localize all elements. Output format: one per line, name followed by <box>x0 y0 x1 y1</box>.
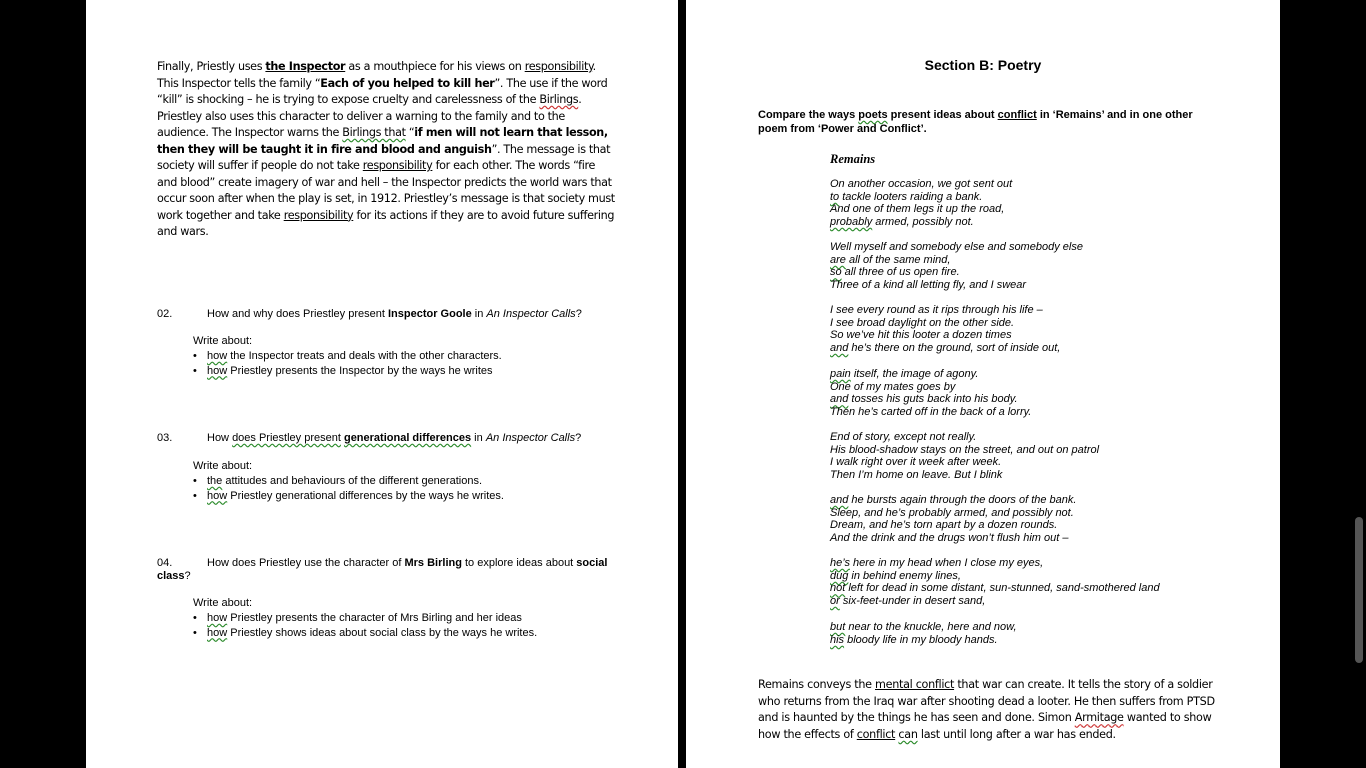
question-number: 03. <box>157 432 173 444</box>
poem-line-first-word: are <box>830 253 846 266</box>
poem-line <box>830 191 1210 204</box>
poem-stanza <box>830 621 1210 646</box>
poem-stanza <box>830 557 1210 608</box>
poem-line-text: Well myself and somebody else and somebody else <box>830 241 1083 253</box>
poem-analysis-paragraph: Remains conveys the mental conflict that war can create. It tells the story of a soldier who returns from the Iraq war after shooting dead a looter. He then suffers from PTSD and is haunted by the things he has seen and done. Simon Armitage wanted to show how the effects of conflict can last until long after a war has ended. <box>758 678 1215 742</box>
poem-line <box>830 557 1210 570</box>
poem-line <box>830 519 1210 532</box>
poem-line-text: all of the same mind, <box>845 253 951 266</box>
poem-line-first-word: to <box>830 190 840 203</box>
scrollbar-thumb[interactable] <box>1355 517 1363 663</box>
poem-line-text: And the drink and the drugs won’t flush him out – <box>830 532 1069 545</box>
poem-line <box>830 570 1210 583</box>
document-page-right <box>686 0 1280 768</box>
poem-line-text: six-feet-under in desert sand, <box>839 595 986 608</box>
poem-line-text: all three of us open fire. <box>841 266 960 279</box>
list-item: • how Priestley presents the character of Mrs Birling and her ideas <box>193 611 613 626</box>
poem-line-first-word: not <box>830 582 846 595</box>
poem-line <box>830 342 1210 355</box>
poem-line-text: Dream, and he’s torn apart by a dozen rounds. <box>830 519 1058 532</box>
poem-line-text: His blood-shadow stays on the street, and out on patrol <box>830 443 1100 456</box>
bullet-list <box>193 349 613 378</box>
poem-line-first-word: he’s <box>830 557 850 569</box>
question-text: How does Priestley use the character of Mrs Birling to explore ideas about social class? <box>157 557 608 582</box>
poem-line <box>830 595 1210 608</box>
poem-line <box>830 393 1210 406</box>
poem-stanza <box>830 494 1210 545</box>
poem-line-text: here in my head when I close my eyes, <box>849 557 1044 569</box>
poem-line <box>830 266 1210 279</box>
poem-line-text: near to the knuckle, here and now, <box>845 621 1017 633</box>
poem-line-text: I see every round as it rips through his life – <box>830 304 1043 316</box>
poem-line-text: On another occasion, we got sent out <box>830 178 1013 190</box>
poem-title: Remains <box>830 152 876 166</box>
poem-line-text: So we’ve hit this looter a dozen times <box>830 329 1012 342</box>
bullet-list <box>193 611 613 640</box>
write-about-label: Write about: <box>193 460 253 472</box>
poem-stanza <box>830 431 1210 482</box>
poem-line <box>830 304 1210 317</box>
section-heading: Section B: Poetry <box>924 57 1042 73</box>
poem-line <box>830 329 1210 342</box>
poem-line-text: Then I’m home on leave. But I blink <box>830 469 1003 482</box>
poem-line-first-word: pain <box>830 368 851 380</box>
poem-line <box>830 444 1210 457</box>
poem-line-first-word: and <box>830 393 849 406</box>
poem-line-text: And one of them legs it up the road, <box>830 203 1005 216</box>
poem-line <box>830 203 1210 216</box>
bullet-list <box>193 474 613 503</box>
poem-line <box>830 279 1210 292</box>
poem-line-text: I see broad daylight on the other side. <box>830 316 1015 329</box>
document-page-left <box>86 0 678 768</box>
poem-line-first-word: but <box>830 621 846 633</box>
poem-line <box>830 317 1210 330</box>
list-item: • the attitudes and behaviours of the different generations. <box>193 474 613 489</box>
poem-line <box>830 582 1210 595</box>
list-item: • how the Inspector treats and deals with the other characters. <box>193 349 613 364</box>
poem-line-text: tackle looters raiding a bank. <box>839 190 983 203</box>
poem-line-first-word: dug <box>830 569 849 582</box>
write-about-label: Write about: <box>193 597 253 609</box>
poem-line <box>830 254 1210 267</box>
list-item: • how Priestley shows ideas about social class by the ways he writes. <box>193 626 613 641</box>
poem-line <box>830 431 1210 444</box>
poem-line-text: I walk right over it week after week. <box>830 456 1002 469</box>
poem-line-text: One of my mates goes by <box>830 380 956 393</box>
poem-line <box>830 178 1210 191</box>
poem-line <box>830 406 1210 419</box>
poem-line-first-word: and <box>830 342 849 355</box>
poem-line-text: left for dead in some distant, sun-stunned, sand-smothered land <box>845 582 1160 595</box>
poem-line <box>830 241 1210 254</box>
inspector-analysis-paragraph: Finally, Priestly uses the Inspector as a mouthpiece for his views on responsibility. This Inspector tells the family “Each of you helped to kill her”. The use if the word “kill” is shocking – he is trying to expose cruelty and carelessness of the Birlings. Priestley also uses this character to deliver a warning to the family and to the audience. The Inspector warns the Birlings that “if men will not learn that lesson, then they will be taught it in fire and blood and anguish”. The message is that society will suffer if people do not take responsibility for each other. The words “fire and blood” create imagery of war and hell – the Inspector predicts the world wars that occur soon after when the play is set, in 1912. Priestley’s message is that society must work together and take responsibility for its actions if they are to avoid future suffering and wars. <box>157 60 615 238</box>
question-text: How and why does Priestley present Inspector Goole in An Inspector Calls? <box>207 308 582 320</box>
poem-line-text: he’s there on the ground, sort of inside out, <box>848 342 1061 355</box>
poem-line <box>830 381 1210 394</box>
list-item: • how Priestley generational differences by the ways he writes. <box>193 489 613 504</box>
poem-line-first-word: his <box>830 633 845 646</box>
poem-line-first-word: and <box>830 494 849 506</box>
poem-line-first-word: so <box>830 266 842 279</box>
poem-line-text: itself, the image of agony. <box>850 368 979 380</box>
poem-line-text: in behind enemy lines, <box>848 569 961 582</box>
poem-line <box>830 368 1210 381</box>
list-item: • how Priestley presents the Inspector by the ways he writes <box>193 364 613 379</box>
poem-line-text: Three of a kind all letting fly, and I swear <box>830 279 1027 292</box>
poem-line <box>830 621 1210 634</box>
question-number: 02. <box>157 308 173 320</box>
poem-line-text: he bursts again through the doors of the bank. <box>848 494 1077 506</box>
poem-line-text: bloody life in my bloody hands. <box>844 633 998 646</box>
poem-line <box>830 216 1210 229</box>
question-number: 04. <box>157 557 173 569</box>
write-about-label: Write about: <box>193 335 253 347</box>
poem-line-text: Sleep, and he’s probably armed, and possibly not. <box>830 506 1074 519</box>
poem-line-first-word: probably <box>830 216 873 229</box>
vertical-scrollbar[interactable] <box>1352 0 1366 768</box>
poem-line <box>830 532 1210 545</box>
poem-line-text: armed, possibly not. <box>872 216 974 229</box>
poem-line <box>830 456 1210 469</box>
poem-line-text: End of story, except not really. <box>830 431 977 443</box>
poem-stanza <box>830 241 1210 292</box>
poetry-question: Compare the ways poets present ideas about conflict in ‘Remains’ and in one other poem from ‘Power and Conflict’. <box>758 109 1193 135</box>
question-text: How does Priestley present generational differences in An Inspector Calls? <box>207 432 582 444</box>
poem-stanza <box>830 178 1210 229</box>
poem-line <box>830 469 1210 482</box>
poem-line-text: Then he’s carted off in the back of a lorry. <box>830 406 1032 419</box>
poem-line <box>830 634 1210 647</box>
poem-line <box>830 494 1210 507</box>
poem-line-text: tosses his guts back into his body. <box>848 393 1018 406</box>
poem-stanza <box>830 304 1210 355</box>
poem-line-first-word: or <box>830 595 840 608</box>
poem-stanza <box>830 368 1210 419</box>
poem-line <box>830 507 1210 520</box>
